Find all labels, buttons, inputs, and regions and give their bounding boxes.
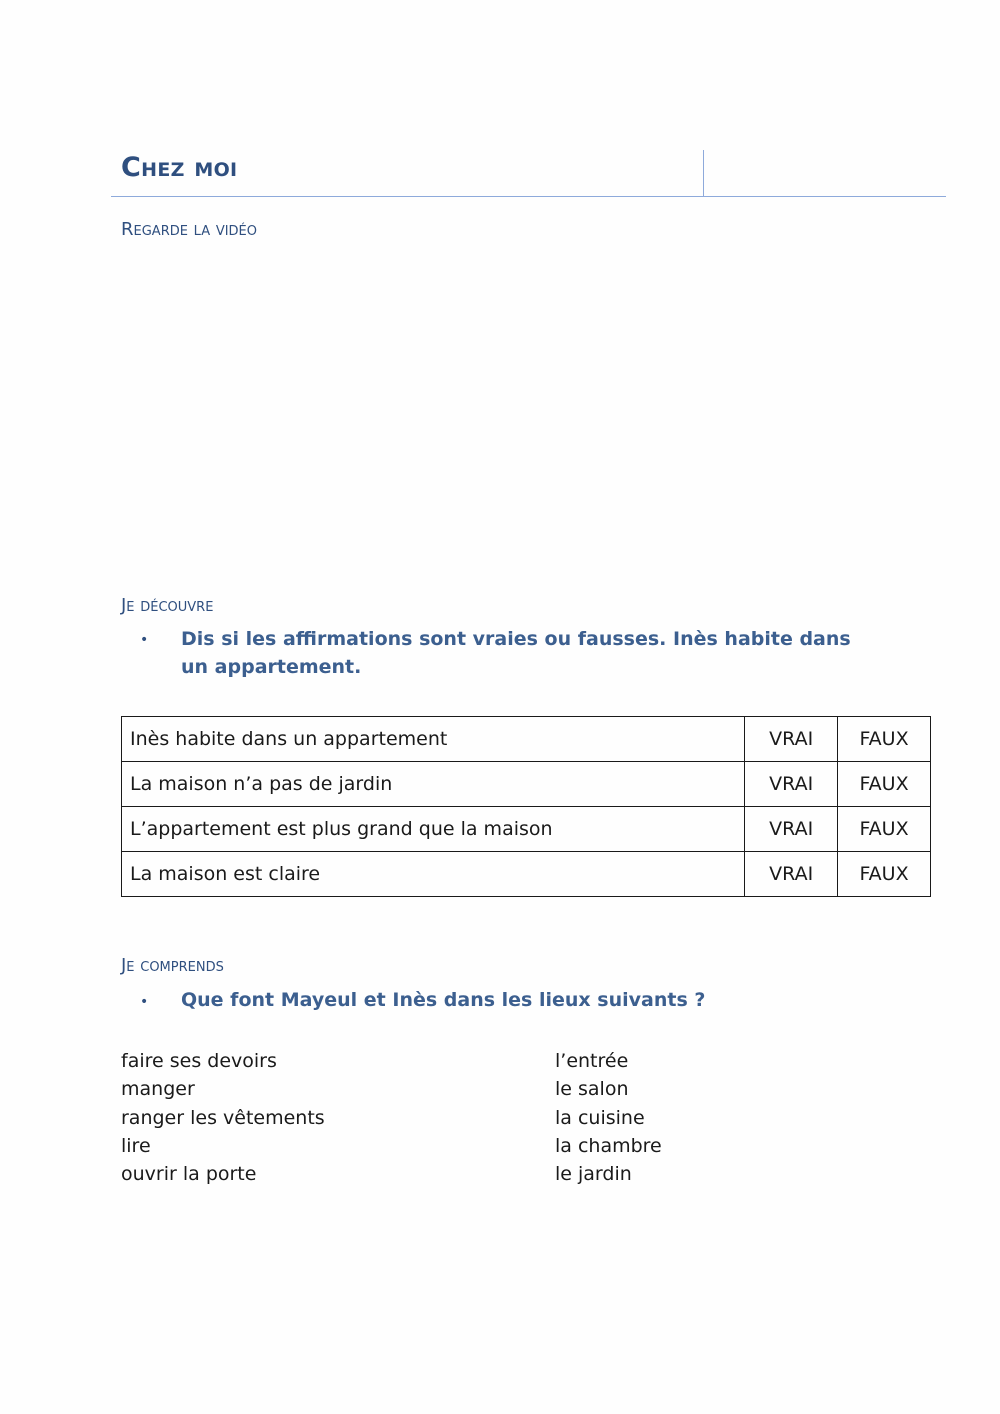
title-divider-vertical bbox=[703, 150, 704, 196]
activity-item[interactable]: manger bbox=[121, 1078, 195, 1101]
page-title: Chez moi bbox=[121, 152, 238, 183]
section-label-understand: Je comprends bbox=[121, 955, 224, 976]
place-item[interactable]: l’entrée bbox=[555, 1050, 629, 1072]
activity-item[interactable]: ouvrir la porte bbox=[121, 1163, 257, 1186]
place-item[interactable]: le salon bbox=[555, 1078, 629, 1101]
vrai-option[interactable]: VRAI bbox=[745, 852, 838, 897]
activity-item[interactable]: lire bbox=[121, 1134, 151, 1157]
faux-option[interactable]: FAUX bbox=[838, 762, 931, 807]
place-item[interactable]: la chambre bbox=[555, 1134, 662, 1157]
section-label-video: Regarde la vidéo bbox=[121, 219, 258, 240]
statement-cell: L’appartement est plus grand que la maison bbox=[122, 807, 745, 852]
bullet-icon: • bbox=[140, 994, 149, 1010]
vrai-option[interactable]: VRAI bbox=[745, 807, 838, 852]
table-row bbox=[122, 852, 931, 897]
statement-cell: La maison n’a pas de jardin bbox=[122, 762, 745, 807]
vrai-option[interactable]: VRAI bbox=[745, 762, 838, 807]
vrai-option[interactable]: VRAI bbox=[745, 717, 838, 762]
discover-instruction: Dis si les affirmations sont vraies ou fausses. Inès habite dans un appartement. bbox=[181, 628, 851, 678]
place-item[interactable]: la cuisine bbox=[555, 1106, 645, 1129]
statement-cell: Inès habite dans un appartement bbox=[122, 717, 745, 762]
true-false-table bbox=[121, 716, 931, 897]
understand-instruction: Que font Mayeul et Inès dans les lieux suivants ? bbox=[181, 989, 706, 1011]
activity-item[interactable]: ranger les vêtements bbox=[121, 1106, 325, 1129]
place-item[interactable]: le jardin bbox=[555, 1163, 632, 1186]
faux-option[interactable]: FAUX bbox=[838, 807, 931, 852]
statement-cell: La maison est claire bbox=[122, 852, 745, 897]
activity-item[interactable]: faire ses devoirs bbox=[121, 1050, 277, 1072]
faux-option[interactable]: FAUX bbox=[838, 852, 931, 897]
table-row bbox=[122, 807, 931, 852]
table-row bbox=[122, 762, 931, 807]
title-divider bbox=[111, 196, 946, 197]
bullet-icon: • bbox=[140, 632, 149, 648]
faux-option[interactable]: FAUX bbox=[838, 717, 931, 762]
table-row bbox=[122, 717, 931, 762]
activities-list bbox=[121, 1047, 325, 1188]
section-label-discover: Je découvre bbox=[121, 595, 214, 616]
places-list bbox=[555, 1047, 662, 1188]
